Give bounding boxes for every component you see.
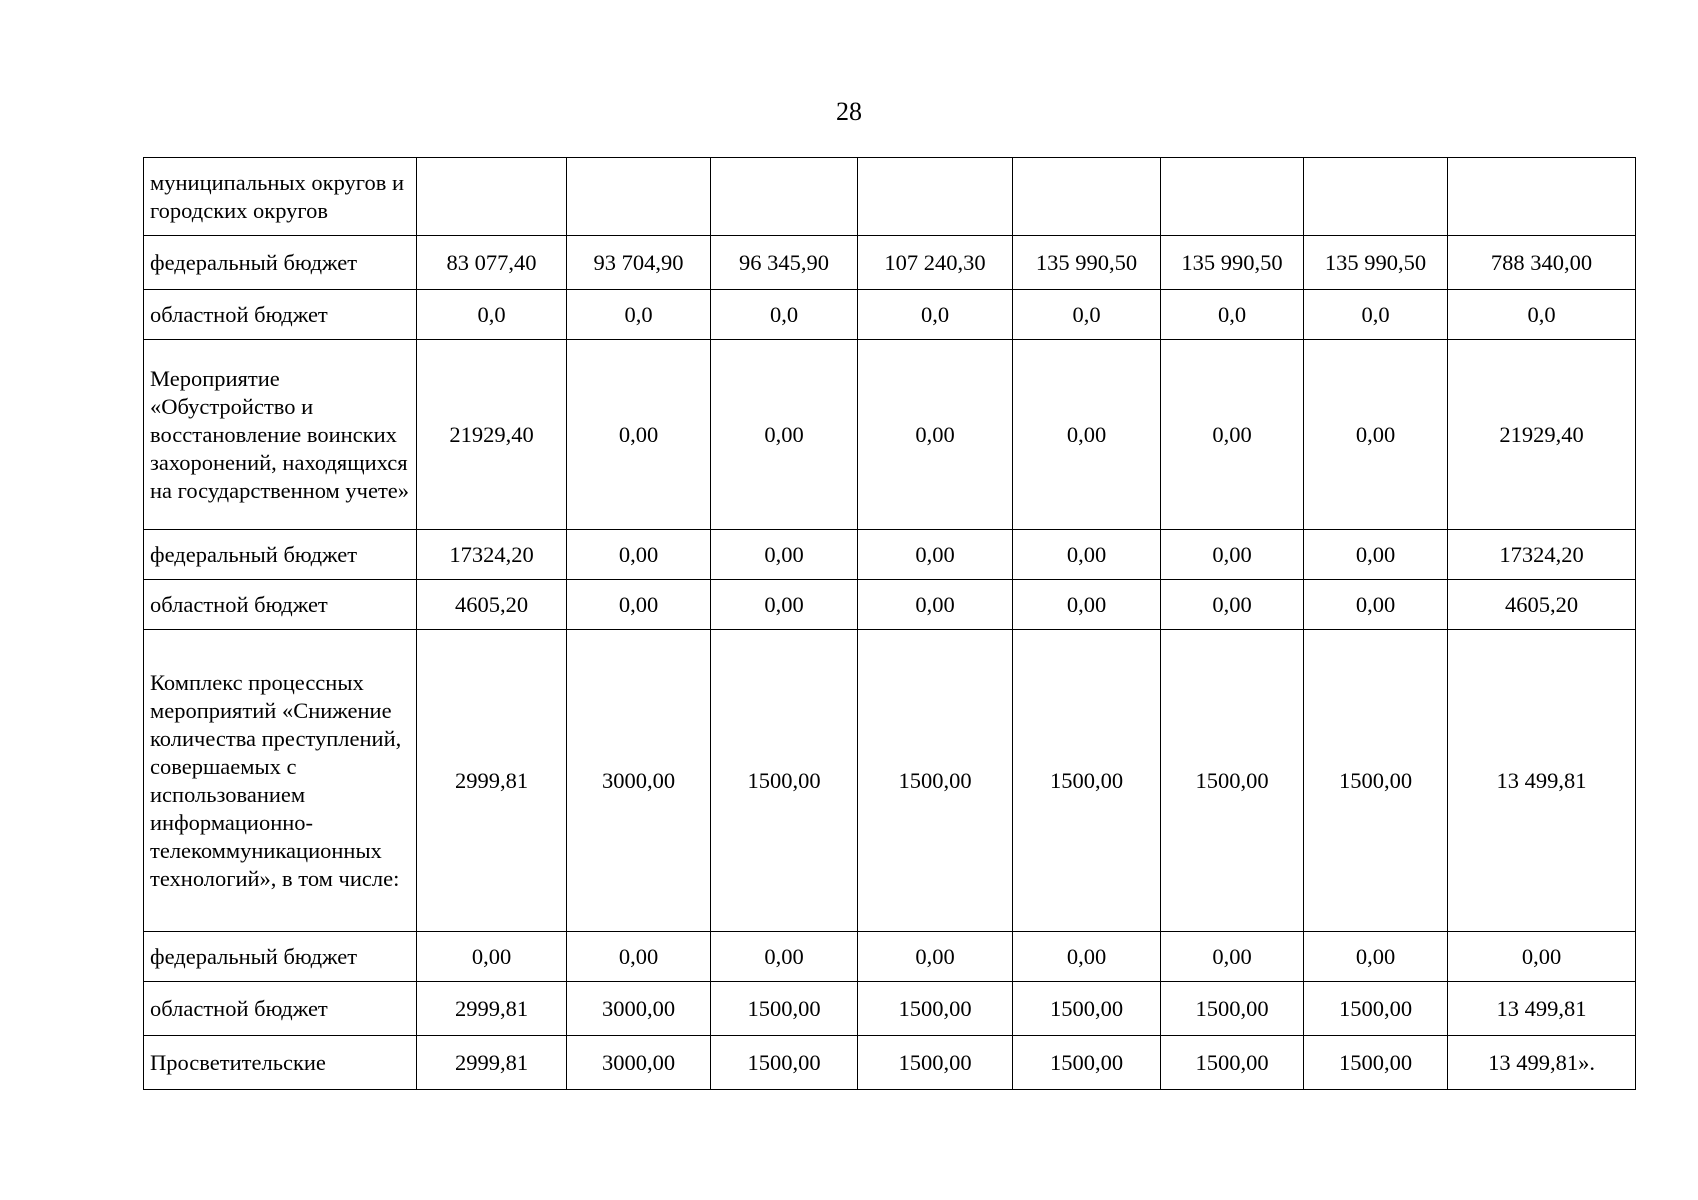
table-cell: 4605,20 <box>417 580 567 630</box>
table-cell: 0,00 <box>858 340 1013 530</box>
table-cell <box>858 158 1013 236</box>
row-label: Мероприятие «Обустройство и восстановление воинских захоронений, находящихся на государственном учете» <box>144 340 417 530</box>
table-cell: 1500,00 <box>711 630 858 932</box>
table-cell: 1500,00 <box>858 982 1013 1036</box>
table-cell <box>1161 158 1304 236</box>
table-cell: 0,00 <box>567 340 711 530</box>
table-cell: 1500,00 <box>1013 630 1161 932</box>
table-row <box>144 982 1636 1036</box>
table-cell <box>1304 158 1448 236</box>
table-row <box>144 630 1636 932</box>
table-cell: 1500,00 <box>1304 630 1448 932</box>
table-cell: 17324,20 <box>1448 530 1636 580</box>
table-cell: 0,00 <box>1448 932 1636 982</box>
table-cell: 0,00 <box>1161 530 1304 580</box>
table-cell: 1500,00 <box>1161 630 1304 932</box>
table-row <box>144 932 1636 982</box>
table-cell: 1500,00 <box>1161 1036 1304 1090</box>
table-row <box>144 236 1636 290</box>
table-cell: 0,0 <box>711 290 858 340</box>
table-cell: 2999,81 <box>417 982 567 1036</box>
table-cell: 3000,00 <box>567 1036 711 1090</box>
table-cell: 13 499,81 <box>1448 982 1636 1036</box>
table-cell: 0,00 <box>1304 580 1448 630</box>
table-cell: 0,00 <box>417 932 567 982</box>
table-cell: 1500,00 <box>1013 982 1161 1036</box>
row-label: федеральный бюджет <box>144 530 417 580</box>
table-cell: 0,00 <box>1013 340 1161 530</box>
table-cell: 83 077,40 <box>417 236 567 290</box>
table-cell: 3000,00 <box>567 982 711 1036</box>
table-cell: 0,00 <box>1304 340 1448 530</box>
table-cell: 21929,40 <box>417 340 567 530</box>
table-row <box>144 290 1636 340</box>
table-cell: 0,00 <box>711 340 858 530</box>
table-cell: 93 704,90 <box>567 236 711 290</box>
table-row <box>144 580 1636 630</box>
budget-table-body <box>144 158 1636 1090</box>
table-cell: 0,00 <box>1013 932 1161 982</box>
table-cell: 2999,81 <box>417 630 567 932</box>
table-cell: 1500,00 <box>858 1036 1013 1090</box>
row-label: Комплекс процессных мероприятий «Снижение количества преступлений, совершаемых с использованием информационно-телекоммуникационных технологий», в том числе: <box>144 630 417 932</box>
row-label: федеральный бюджет <box>144 236 417 290</box>
table-cell <box>417 158 567 236</box>
row-label: муниципальных округов и городских округов <box>144 158 417 236</box>
row-label: областной бюджет <box>144 580 417 630</box>
table-cell: 0,0 <box>1304 290 1448 340</box>
table-cell: 0,00 <box>858 580 1013 630</box>
table-cell: 0,0 <box>858 290 1013 340</box>
table-cell <box>1448 158 1636 236</box>
table-cell: 17324,20 <box>417 530 567 580</box>
table-row <box>144 158 1636 236</box>
table-cell: 1500,00 <box>1304 1036 1448 1090</box>
table-cell: 0,00 <box>1304 530 1448 580</box>
table-cell: 2999,81 <box>417 1036 567 1090</box>
table-cell: 107 240,30 <box>858 236 1013 290</box>
table-cell: 1500,00 <box>1161 982 1304 1036</box>
table-cell: 0,00 <box>1161 932 1304 982</box>
table-cell: 0,0 <box>417 290 567 340</box>
table-cell: 4605,20 <box>1448 580 1636 630</box>
table-cell: 135 990,50 <box>1013 236 1161 290</box>
table-cell: 1500,00 <box>1013 1036 1161 1090</box>
table-cell: 0,00 <box>567 932 711 982</box>
row-label: областной бюджет <box>144 290 417 340</box>
row-label: областной бюджет <box>144 982 417 1036</box>
table-cell: 0,0 <box>567 290 711 340</box>
table-cell: 1500,00 <box>1304 982 1448 1036</box>
table-cell: 0,00 <box>858 530 1013 580</box>
table-cell: 0,0 <box>1013 290 1161 340</box>
table-row <box>144 530 1636 580</box>
table-cell: 135 990,50 <box>1161 236 1304 290</box>
table-cell: 0,00 <box>1161 340 1304 530</box>
budget-table <box>143 157 1636 1090</box>
table-cell: 0,00 <box>1013 530 1161 580</box>
table-row <box>144 1036 1636 1090</box>
table-cell: 96 345,90 <box>711 236 858 290</box>
table-cell: 1500,00 <box>711 1036 858 1090</box>
table-cell: 0,0 <box>1161 290 1304 340</box>
table-cell: 0,00 <box>1161 580 1304 630</box>
table-cell: 1500,00 <box>711 982 858 1036</box>
row-label: Просветительские <box>144 1036 417 1090</box>
table-cell: 0,00 <box>711 530 858 580</box>
table-cell: 788 340,00 <box>1448 236 1636 290</box>
table-cell: 13 499,81». <box>1448 1036 1636 1090</box>
table-cell: 0,00 <box>567 530 711 580</box>
table-cell: 0,00 <box>567 580 711 630</box>
table-cell: 0,00 <box>858 932 1013 982</box>
page-number: 28 <box>836 97 862 126</box>
table-cell: 0,00 <box>711 932 858 982</box>
table-cell: 0,00 <box>1304 932 1448 982</box>
table-cell: 13 499,81 <box>1448 630 1636 932</box>
table-cell: 135 990,50 <box>1304 236 1448 290</box>
table-cell: 21929,40 <box>1448 340 1636 530</box>
table-row <box>144 340 1636 530</box>
table-cell <box>1013 158 1161 236</box>
table-cell <box>567 158 711 236</box>
table-cell <box>711 158 858 236</box>
table-cell: 0,0 <box>1448 290 1636 340</box>
table-cell: 3000,00 <box>567 630 711 932</box>
row-label: федеральный бюджет <box>144 932 417 982</box>
table-cell: 1500,00 <box>858 630 1013 932</box>
table-cell: 0,00 <box>1013 580 1161 630</box>
table-cell: 0,00 <box>711 580 858 630</box>
